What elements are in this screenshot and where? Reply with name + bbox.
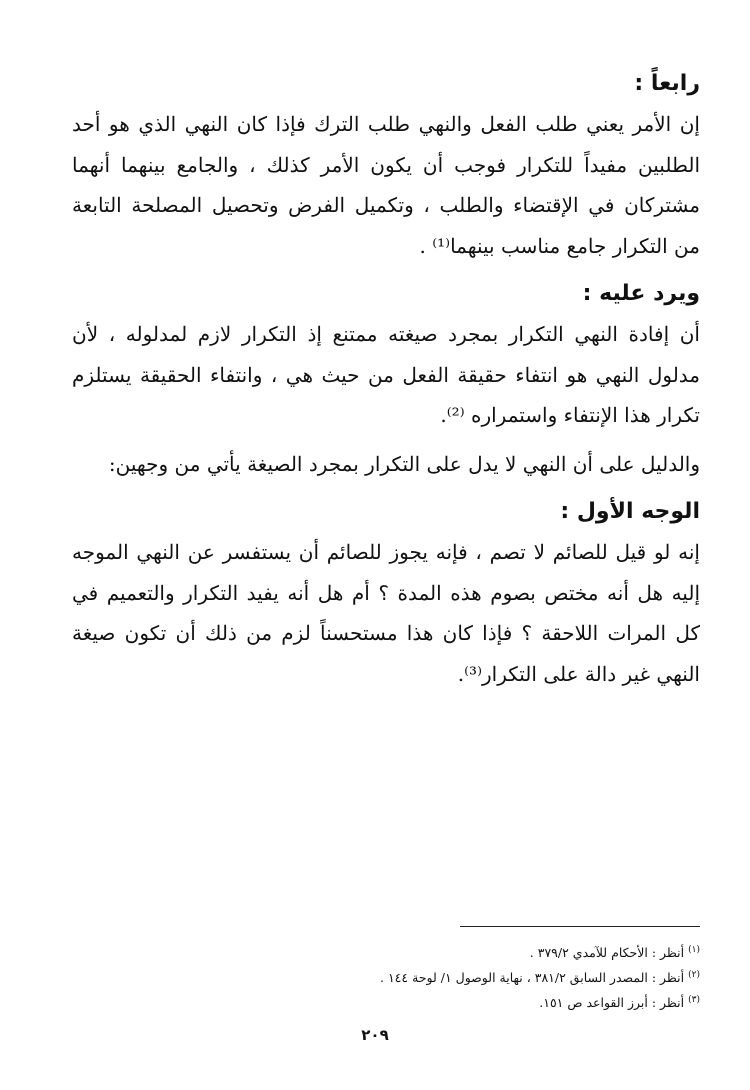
spacer	[72, 266, 700, 274]
section-heading-rabi: رابعاً :	[634, 71, 700, 96]
spacer	[72, 484, 700, 492]
paragraph-rabi: إن الأمر يعني طلب الفعل والنهي طلب الترك فإذا كان النهي الذي هو أحد الطلبين مفيداً للتكرار فوجب أن يكون الأمر كذلك ، والجامع بينهما أنهما مشتركان في الإقتضاء والطلب ، وتكميل الفرض وتحصيل المصلحة التابعة من التكرار جامع مناسب بينهما⁽¹⁾ .	[72, 112, 700, 258]
footnote-2	[72, 964, 700, 989]
section-heading-objection: ويرد عليه :	[582, 281, 700, 306]
footnote-text: أنظر : الأحكام للآمدي ٣٧٩/٢ .	[529, 945, 685, 961]
footnote-marker: (١)	[688, 945, 700, 955]
footnotes	[72, 926, 700, 1014]
paragraph-objection: أن إفادة النهي التكرار بمجرد صيغته ممتنع إذ التكرار لازم لمدلوله ، لأن مدلول النهي هو انتفاء حقيقة الفعل من حيث هي ، وانتفاء الحقيقة يستلزم تكرار هذا الإنتفاء واستمراره ⁽²⁾.	[72, 322, 700, 427]
footnote-marker: (٣)	[688, 995, 700, 1006]
footnote-text: أنظر : المصدر السابق ٣٨١/٢ ، نهاية الوصول ١/ لوحة ١٤٤ .	[379, 970, 685, 986]
footnote-text: أنظر : أبرز القواعد ص ١٥١.	[539, 995, 685, 1011]
footnote-separator	[460, 926, 700, 927]
footnote-3	[72, 989, 700, 1014]
section-heading-first-aspect: الوجه الأول :	[560, 499, 700, 524]
paragraph-evidence: والدليل على أن النهي لا يدل على التكرار بمجرد الصيغة يأتي من وجهين:	[108, 451, 700, 476]
main-text-block	[72, 64, 700, 694]
paragraph-first-aspect: إنه لو قيل للصائم لا تصم ، فإنه يجوز للصائم أن يستفسر عن النهي الموجه إليه هل أنه مختص بصوم هذه المدة ؟ أم هل أنه يفيد التكرار والتعميم في كل المرات اللاحقة ؟ فإذا كان هذا مستحسناً لزم من ذلك أن تكون صيغة النهي غير دالة على التكرار⁽³⁾.	[72, 540, 700, 686]
footnote-1	[72, 939, 700, 964]
page-number: ٢٠٩	[361, 1026, 389, 1044]
footnote-marker: (٢)	[688, 970, 700, 981]
spacer	[72, 436, 700, 444]
